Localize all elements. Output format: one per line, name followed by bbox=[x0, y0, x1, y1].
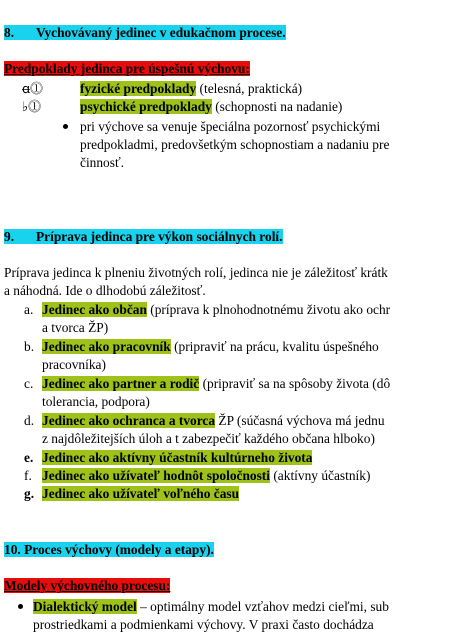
list-item bbox=[42, 449, 312, 467]
list-item bbox=[42, 301, 390, 319]
item-rest: (pripraviť sa na spôsoby života (dô bbox=[199, 376, 391, 391]
item-rest: ŽP (súčasná výchova má jednu bbox=[215, 413, 385, 428]
item-rest: (telesná, praktická) bbox=[196, 81, 303, 96]
item-bold: Jedinec ako aktívny účastník kultúrneho života bbox=[42, 450, 313, 465]
prerequisites-heading bbox=[4, 60, 250, 78]
bullet-line: predpokladmi, predovšetkým schopnostiam a nadaniu pre bbox=[80, 137, 390, 152]
list-marker: g. bbox=[24, 486, 35, 501]
list-item bbox=[42, 375, 390, 393]
list-item bbox=[42, 338, 379, 356]
item-rest: (aktívny účastník) bbox=[270, 468, 371, 483]
list-item bbox=[33, 598, 389, 616]
item-bold: Jedinec ako pracovník bbox=[42, 339, 171, 354]
item-bold: Jedinec ako ochranca a tvorca bbox=[42, 413, 216, 428]
list-item bbox=[42, 412, 385, 430]
list-marker: d. bbox=[24, 413, 35, 428]
models-heading bbox=[4, 577, 170, 595]
item-bold: fyzické predpoklady bbox=[80, 81, 197, 96]
section-9-heading bbox=[4, 228, 283, 246]
bullet-line: činnosť. bbox=[80, 155, 125, 170]
item-bold: psychické predpoklady bbox=[80, 99, 212, 114]
item-rest: – optimálny model vzťahov medzi cieľmi, sub bbox=[136, 599, 389, 614]
item-bold: Dialektický model bbox=[33, 599, 137, 614]
section-title: 10. Proces výchovy (modely a etapy). bbox=[4, 542, 214, 557]
intro-line: a náhodná. Ide o dlhodobú záležitosť. bbox=[4, 283, 206, 298]
item-continuation: pracovníka) bbox=[42, 357, 106, 372]
list-item bbox=[80, 80, 302, 98]
list-marker: ꬰ⓵ bbox=[22, 82, 43, 97]
section-10-heading bbox=[4, 541, 214, 559]
section-number: 9. bbox=[4, 229, 15, 244]
list-item bbox=[80, 98, 342, 116]
list-marker: b. bbox=[24, 339, 35, 354]
section-number: 8. bbox=[4, 25, 15, 40]
item-continuation: a tvorca ŽP) bbox=[42, 320, 109, 335]
item-rest: (schopnosti na nadanie) bbox=[211, 99, 343, 114]
bullet-icon bbox=[63, 124, 68, 129]
item-rest: (príprava k plnohodnotnému životu ako ochr bbox=[146, 302, 391, 317]
item-bold: Jedinec ako partner a rodič bbox=[42, 376, 200, 391]
list-marker: ♭⓵ bbox=[22, 100, 42, 115]
bullet-icon bbox=[18, 604, 23, 609]
section-title: Príprava jedinca pre výkon sociálnych rolí. bbox=[36, 229, 283, 244]
section-8-heading bbox=[4, 24, 286, 42]
list-item bbox=[42, 467, 370, 485]
models-heading-text: Modely výchovného procesu: bbox=[4, 578, 171, 593]
list-marker: a. bbox=[24, 302, 34, 317]
item-bold: Jedinec ako občan bbox=[42, 302, 147, 317]
bullet-line: pri výchove sa venuje špeciálna pozornosť psychickými bbox=[80, 119, 381, 134]
item-rest: (pripraviť na prácu, kvalitu úspešného bbox=[170, 339, 379, 354]
item-continuation: tolerancia, podpora) bbox=[42, 394, 150, 409]
list-item bbox=[42, 485, 239, 503]
intro-line: Príprava jedinca k plneniu životných rolí, jedinca nie je záležitosť krátk bbox=[4, 265, 388, 280]
list-marker: f. bbox=[24, 468, 32, 483]
item-bold: Jedinec ako užívateľ voľného času bbox=[42, 486, 240, 501]
item-continuation: prostriedkami a podmienkami výchovy. V praxi často dochádza bbox=[33, 617, 374, 632]
list-marker: c. bbox=[24, 376, 34, 391]
section-title: Vychovávaný jedinec v edukačnom procese. bbox=[36, 25, 286, 40]
list-marker: e. bbox=[24, 450, 34, 465]
prerequisites-heading-text: Predpoklady jedinca pre úspešnú výchovu: bbox=[4, 61, 250, 76]
item-continuation: z najdôležitejších úloh a t zabezpečiť každého občana hlboko) bbox=[42, 431, 375, 446]
item-bold: Jedinec ako užívateľ hodnôt spoločnosti bbox=[42, 468, 270, 483]
